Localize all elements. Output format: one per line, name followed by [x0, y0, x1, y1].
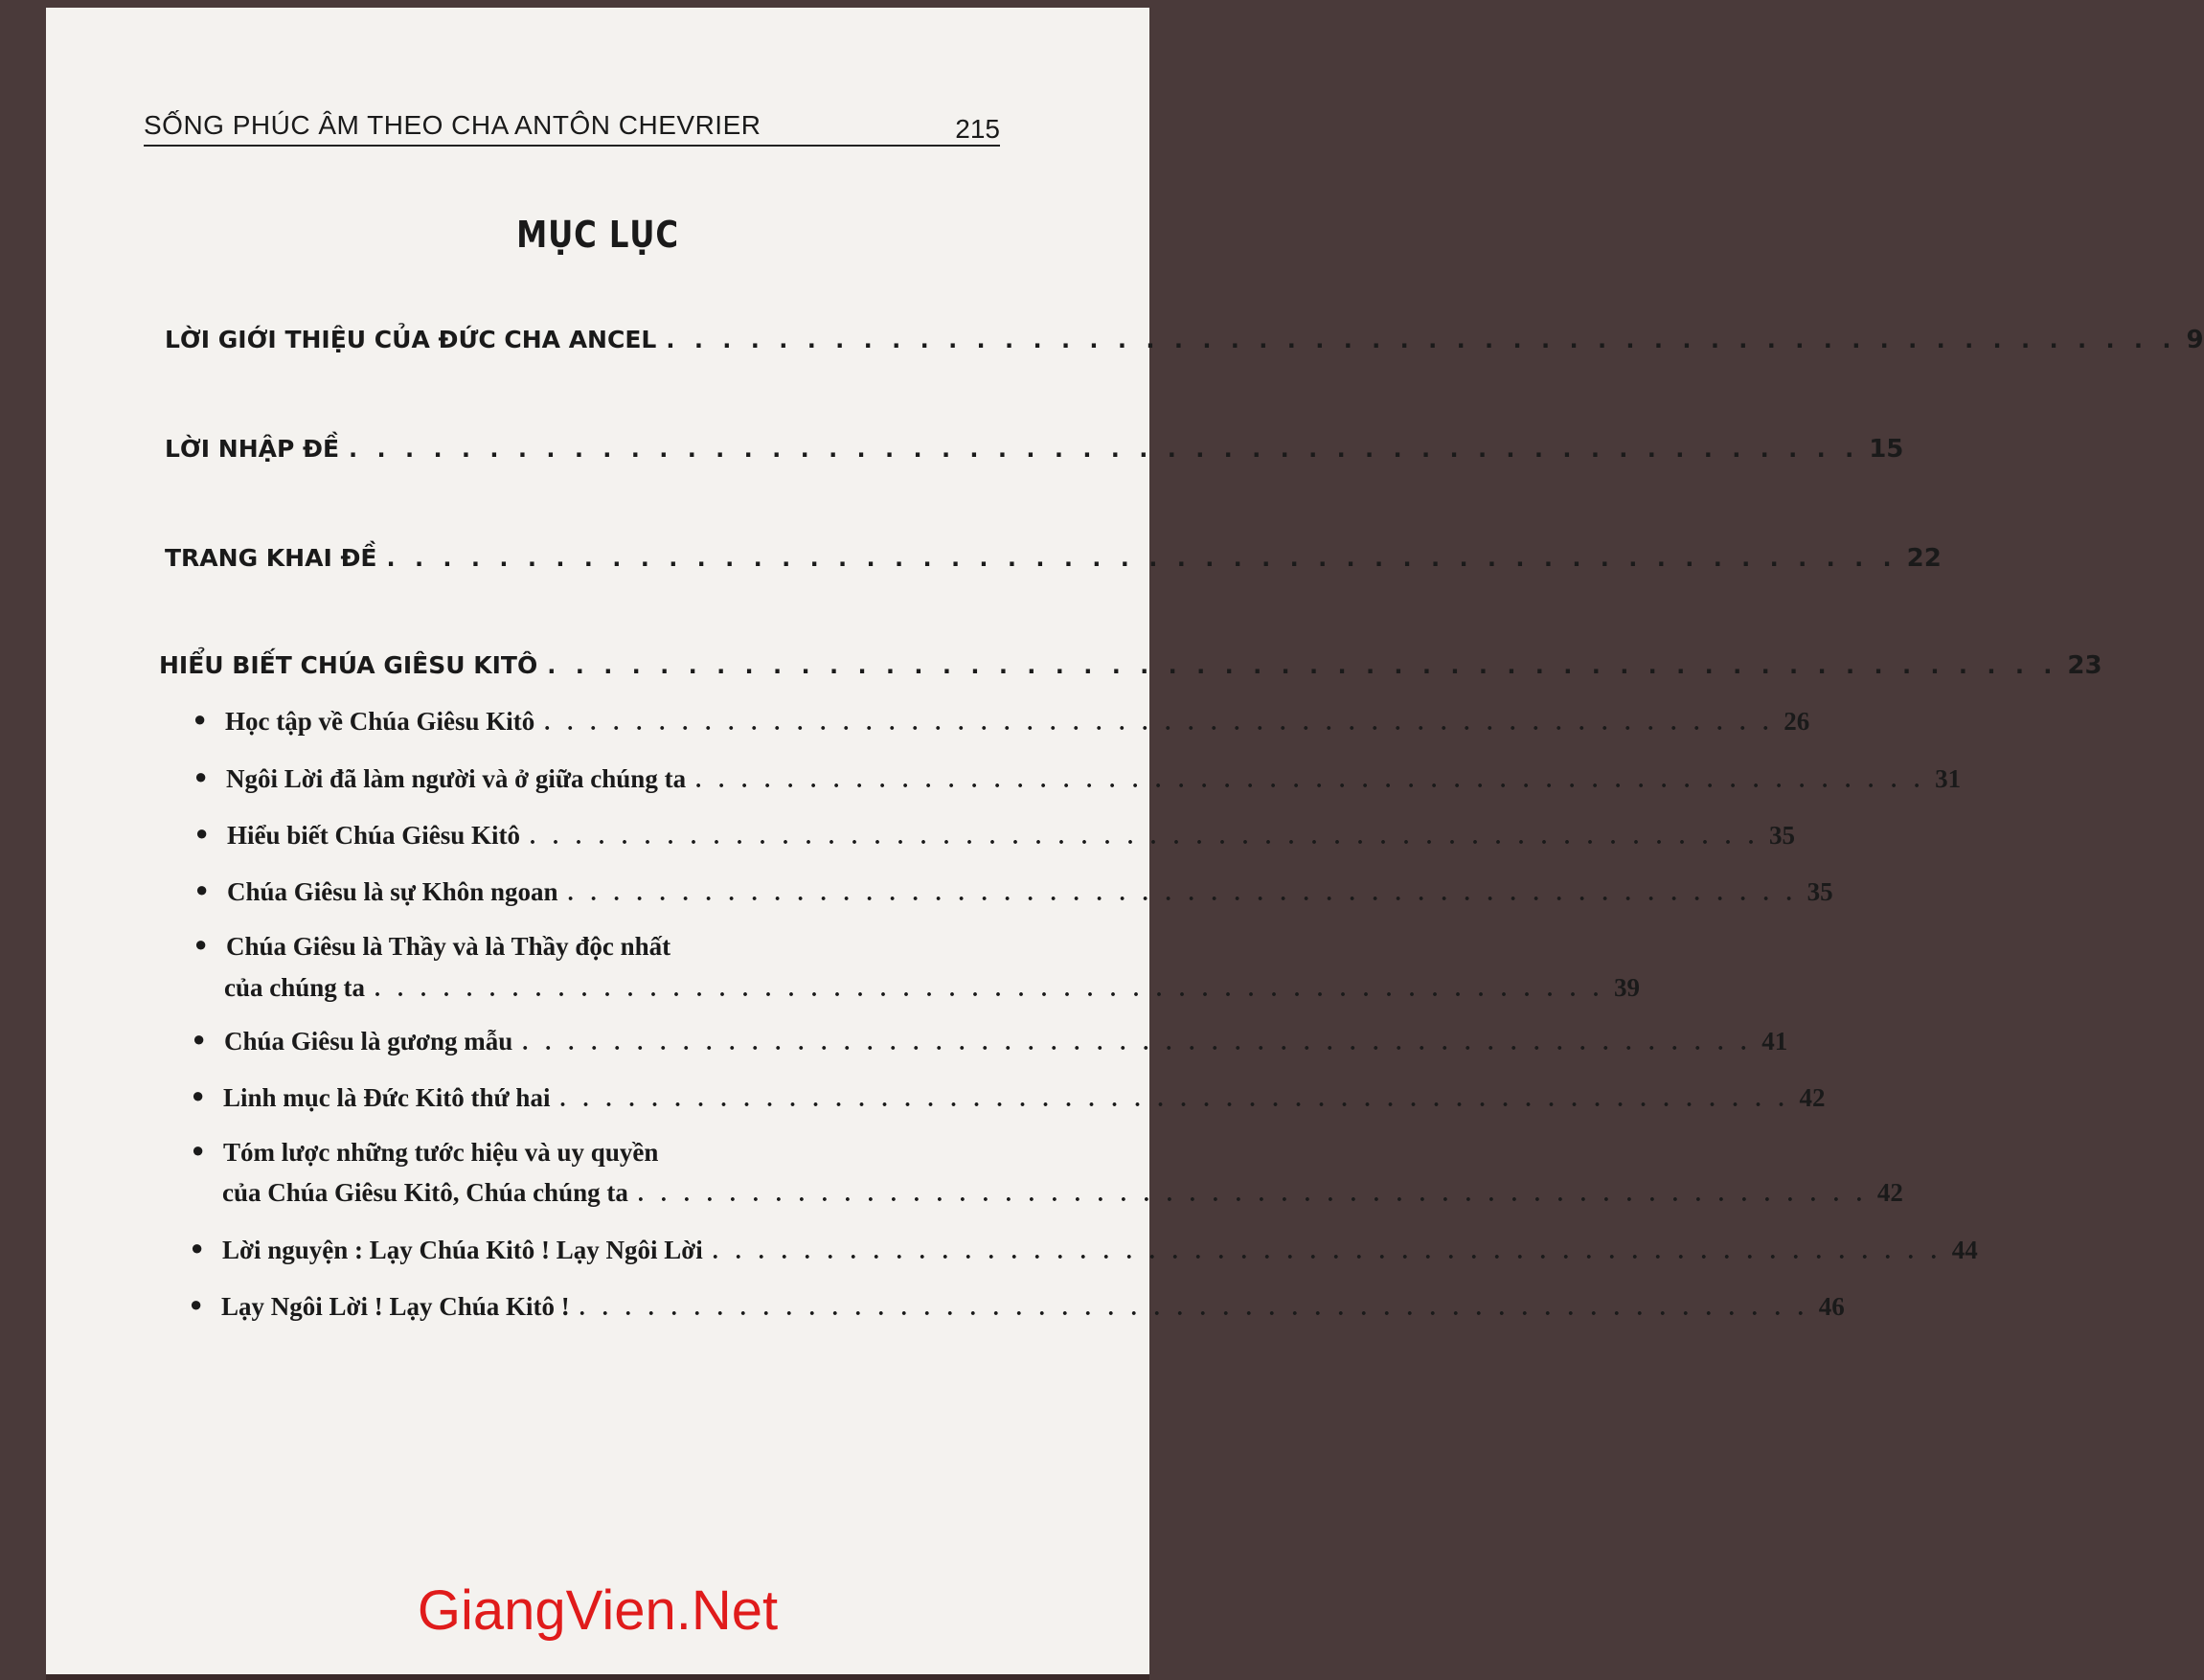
toc-entry-label-line1: Tóm lược những tước hiệu và uy quyền	[223, 1138, 659, 1167]
toc-entry-label: TRANG KHAI ĐỀ	[165, 544, 377, 572]
toc-sub-entry	[193, 1027, 1788, 1056]
dot-leader: . . . . . . . . . . . . . . . . . . . . . . . . . . . . . . . . . . . . . . . . . . . . . . . . . . . . . .	[567, 881, 1798, 906]
toc-sub-entry-line1	[194, 932, 671, 962]
toc-entry-page: 39	[1614, 973, 1641, 1002]
toc-entry-major	[165, 544, 1942, 573]
toc-sub-entry	[195, 877, 1833, 907]
dot-leader: . . . . . . . . . . . . . . . . . . . . . . . . . . . . . . . . . . . . . . . . . . . . . . . . . . . . . .	[547, 652, 2058, 679]
toc-entry-label-line1: Chúa Giêsu là Thầy và là Thầy độc nhất	[226, 932, 671, 961]
bullet-icon: ●	[192, 1138, 205, 1162]
toc-sub-entry	[222, 1178, 1903, 1208]
toc-entry-page: 31	[1935, 764, 1962, 793]
bullet-icon: ●	[193, 1027, 206, 1051]
dot-leader: . . . . . . . . . . . . . . . . . . . . . . . . . . . . . . . . . . . . . . . . . . . . . . . . . . . . . .	[579, 1296, 1809, 1321]
dot-leader: . . . . . . . . . . . . . . . . . . . . . . . . . . . . . . . . . . . . . . . . . . . . . . . . . . . . . .	[544, 711, 1775, 736]
toc-entry-label: HIỂU BIẾT CHÚA GIÊSU KITÔ	[159, 651, 538, 679]
toc-entry-page: 9	[2186, 326, 2204, 354]
toc-entry-major	[165, 326, 2204, 354]
toc-entry-page: 26	[1784, 707, 1810, 736]
dot-leader: . . . . . . . . . . . . . . . . . . . . . . . . . . . . . . . . . . . . . . . . . . . . . . . . . . . . . .	[375, 977, 1605, 1002]
bullet-icon: ●	[191, 1236, 204, 1260]
dot-leader: . . . . . . . . . . . . . . . . . . . . . . . . . . . . . . . . . . . . . . . . . . . . . . . . . . . . . .	[530, 825, 1761, 850]
dot-leader: . . . . . . . . . . . . . . . . . . . . . . . . . . . . . . . . . . . . . . . . . . . . . . . . . . . . . .	[349, 436, 1860, 463]
running-title: SỐNG PHÚC ÂM THEO CHA ANTÔN CHEVRIER	[144, 110, 761, 140]
toc-entry-label: của chúng ta	[224, 973, 366, 1002]
toc-entry-label: Linh mục là Đức Kitô thứ hai	[223, 1083, 551, 1112]
dot-leader: . . . . . . . . . . . . . . . . . . . . . . . . . . . . . . . . . . . . . . . . . . . . . . . . . . . . . .	[522, 1031, 1753, 1056]
toc-entry-label: Lạy Ngôi Lời ! Lạy Chúa Kitô !	[221, 1292, 570, 1321]
toc-entry-label: của Chúa Giêsu Kitô, Chúa chúng ta	[222, 1178, 628, 1207]
toc-sub-entry	[191, 1236, 1978, 1265]
bullet-icon: ●	[193, 707, 207, 731]
toc-entry-label: Chúa Giêsu là gương mẫu	[224, 1027, 513, 1056]
bullet-icon: ●	[192, 1083, 205, 1107]
toc-entry-page: 42	[1876, 1178, 1903, 1207]
toc-entry-label: Chúa Giêsu là sự Khôn ngoan	[227, 877, 558, 906]
bullet-icon: ●	[195, 821, 209, 845]
toc-title: MỤC LỤC	[516, 214, 679, 256]
toc-sub-entry	[190, 1292, 1845, 1322]
toc-sub-entry	[192, 1083, 1826, 1113]
toc-entry-page: 42	[1799, 1083, 1826, 1112]
watermark-text: GiangVien.Net	[417, 1579, 779, 1642]
page-number: 215	[955, 114, 1000, 144]
toc-entry-page: 22	[1906, 544, 1942, 573]
dot-leader: . . . . . . . . . . . . . . . . . . . . . . . . . . . . . . . . . . . . . . . . . . . . . . . . . . . . . .	[712, 1239, 1943, 1264]
toc-entry-major	[165, 435, 1904, 464]
dot-leader: . . . . . . . . . . . . . . . . . . . . . . . . . . . . . . . . . . . . . . . . . . . . . . . . . . . . . .	[666, 327, 2177, 353]
toc-entry-label: Học tập về Chúa Giêsu Kitô	[225, 707, 535, 736]
toc-entry-page: 46	[1818, 1292, 1845, 1321]
toc-sub-entry-line1	[192, 1138, 659, 1168]
toc-entry-label: LỜI GIỚI THIỆU CỦA ĐỨC CHA ANCEL	[165, 326, 657, 353]
toc-entry-label: Ngôi Lời đã làm người và ở giữa chúng ta	[226, 764, 687, 793]
toc-sub-entry	[195, 821, 1796, 851]
toc-entry-page: 44	[1951, 1236, 1978, 1264]
page-bottom-edge	[46, 1674, 1149, 1680]
dot-leader: . . . . . . . . . . . . . . . . . . . . . . . . . . . . . . . . . . . . . . . . . . . . . . . . . . . . . .	[386, 545, 1897, 572]
toc-entry-label: Hiểu biết Chúa Giêsu Kitô	[227, 821, 521, 850]
running-header	[144, 106, 1000, 147]
toc-entry-page: 23	[2067, 651, 2102, 680]
toc-entry-label: Lời nguyện : Lạy Chúa Kitô ! Lạy Ngôi Lời	[222, 1236, 703, 1264]
toc-sub-entry	[224, 973, 1641, 1003]
bullet-icon: ●	[195, 877, 209, 901]
toc-entry-page: 35	[1769, 821, 1796, 850]
toc-entry-page: 41	[1761, 1027, 1788, 1056]
toc-entry-major	[159, 651, 2102, 680]
dot-leader: . . . . . . . . . . . . . . . . . . . . . . . . . . . . . . . . . . . . . . . . . . . . . . . . . . . . . .	[637, 1182, 1868, 1207]
bullet-icon: ●	[194, 932, 208, 956]
dot-leader: . . . . . . . . . . . . . . . . . . . . . . . . . . . . . . . . . . . . . . . . . . . . . . . . . . . . . .	[695, 768, 1926, 793]
bullet-icon: ●	[194, 764, 208, 788]
bullet-icon: ●	[190, 1292, 203, 1316]
toc-entry-page: 15	[1869, 435, 1904, 464]
dot-leader: . . . . . . . . . . . . . . . . . . . . . . . . . . . . . . . . . . . . . . . . . . . . . . . . . . . . . .	[559, 1087, 1790, 1112]
toc-sub-entry	[193, 707, 1810, 737]
toc-entry-page: 35	[1806, 877, 1833, 906]
toc-entry-label: LỜI NHẬP ĐỀ	[165, 435, 340, 463]
book-page	[46, 8, 2204, 1674]
toc-sub-entry	[194, 764, 1962, 794]
